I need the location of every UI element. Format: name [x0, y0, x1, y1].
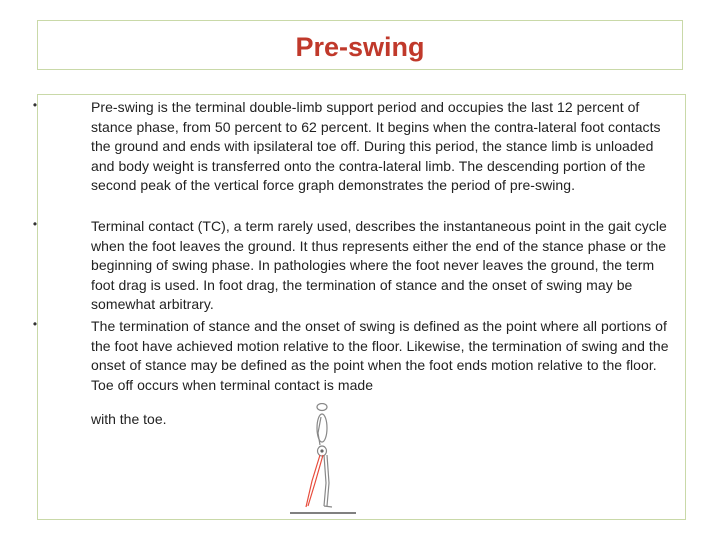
bullet-text: Pre-swing is the terminal double-limb support period and occupies the last 12 percent of stance phase, from 50 percent to 62 percent. It begins when the contra-lateral foot contacts the ground and ends with ipsilateral toe off. During this period, the stance limb is unloaded and body weight is transferred onto the contra-lateral limb. The descending portion of the second peak of the vertical force graph demonstrates the period of pre-swing. [91, 99, 661, 194]
figure-head [317, 404, 327, 411]
figure-hip-joint [320, 449, 323, 452]
content-box [32, 94, 686, 520]
slide-title: Pre-swing [295, 32, 425, 62]
bullet-marker: • [32, 98, 38, 112]
figure-trailing-leg-back [308, 455, 323, 506]
figure-stance-leg-back [327, 455, 329, 506]
bullet-marker: • [32, 217, 38, 231]
bullet-text: Terminal contact (TC), a term rarely used, describes the instantaneous point in the gait cycle when the foot leaves the ground. It thus represents either the end of the stance phase or the beginning of swing phase. In pathologies where the foot never leaves the ground, the term foot drag is used. In foot drag, the termination of stance and the onset of swing may be somewhat arbitrary. [91, 218, 667, 313]
bullet-marker: • [32, 317, 38, 331]
gait-stick-figure [288, 403, 358, 515]
figure-foot [324, 506, 332, 507]
bullet-continuation: with the toe. [91, 411, 167, 427]
bullet-text: The termination of stance and the onset of swing is defined as the point where all portions of the foot have achieved motion relative to the floor. Likewise, the termination of swing and the onset of stance may be defined as the point when the foot ends motion relative to the floor. Toe off occurs when terminal contact is made [91, 318, 669, 393]
title-box [37, 20, 683, 70]
figure-trailing-leg [306, 455, 320, 507]
figure-stance-leg [324, 455, 326, 506]
